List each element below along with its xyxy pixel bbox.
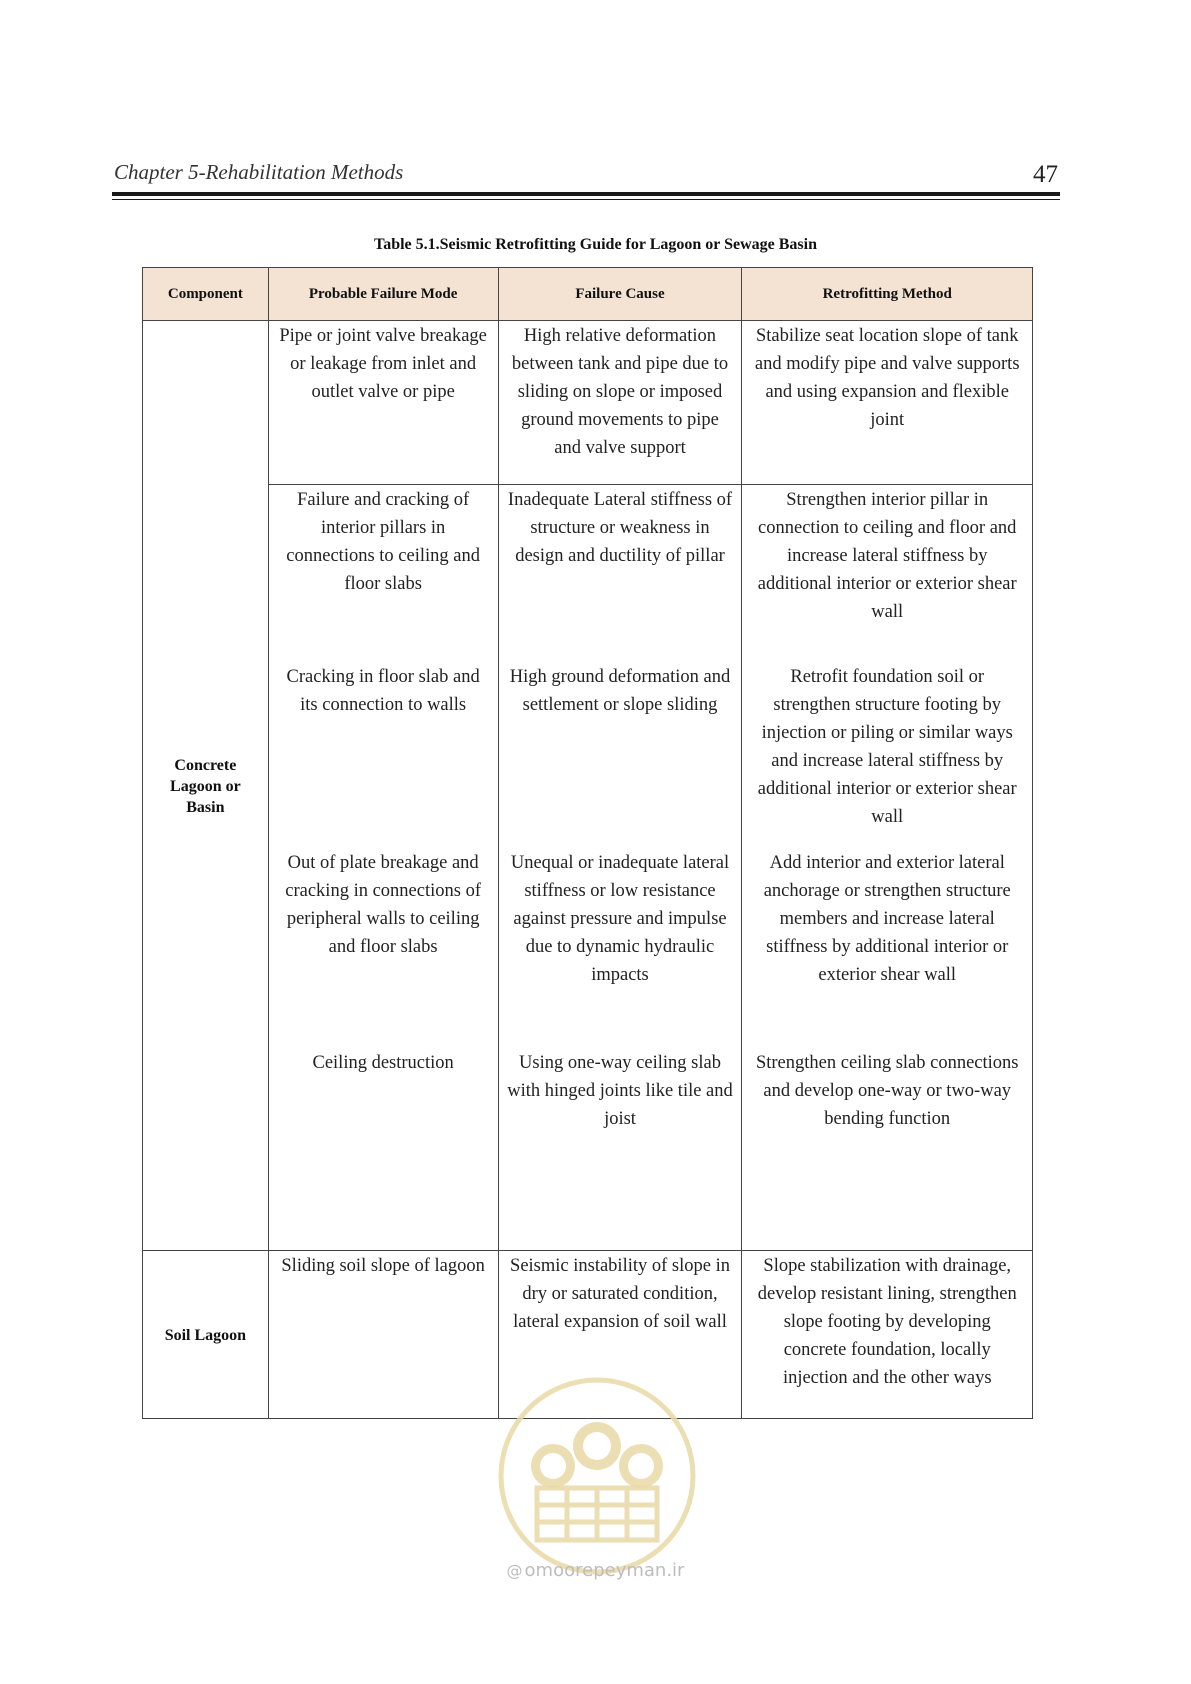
retrofitting-method-cell: Stabilize seat location slope of tank and modify pipe and valve supports and using expansion and flexible joint bbox=[742, 321, 1033, 485]
column-header-failure-mode: Probable Failure Mode bbox=[268, 268, 498, 321]
failure-mode-cell: Sliding soil slope of lagoon bbox=[268, 1251, 498, 1419]
failure-mode-cell: Ceiling destruction bbox=[268, 1048, 498, 1251]
retrofitting-method-cell: Add interior and exterior lateral anchorage or strengthen structure members and increase lateral stiffness by additional interior or exterior shear wall bbox=[742, 848, 1033, 1048]
failure-cause-cell: Unequal or inadequate lateral stiffness or low resistance against pressure and impulse due to dynamic hydraulic impacts bbox=[498, 848, 742, 1048]
failure-mode-cell: Cracking in floor slab and its connection to walls bbox=[268, 662, 498, 848]
failure-mode-cell: Pipe or joint valve breakage or leakage from inlet and outlet valve or pipe bbox=[268, 321, 498, 485]
column-header-component: Component bbox=[143, 268, 269, 321]
failure-mode-cell: Out of plate breakage and cracking in connections of peripheral walls to ceiling and floor slabs bbox=[268, 848, 498, 1048]
watermark-seal-icon bbox=[489, 1368, 705, 1584]
failure-cause-cell: High relative deformation between tank and pipe due to sliding on slope or imposed ground movements to pipe and valve support bbox=[498, 321, 742, 485]
table-row bbox=[143, 321, 1033, 485]
retrofitting-table bbox=[142, 267, 1033, 1419]
failure-mode-cell: Failure and cracking of interior pillars in connections to ceiling and floor slabs bbox=[268, 485, 498, 662]
retrofitting-method-cell: Strengthen ceiling slab connections and develop one-way or two-way bending function bbox=[742, 1048, 1033, 1251]
table-caption: Table 5.1.Seismic Retrofitting Guide for Lagoon or Sewage Basin bbox=[374, 236, 817, 253]
retrofitting-method-cell: Retrofit foundation soil or strengthen structure footing by injection or piling or similar ways and increase lateral stiffness by additional interior or exterior shear wall bbox=[742, 662, 1033, 848]
page-header bbox=[112, 160, 1060, 200]
column-header-retrofitting-method: Retrofitting Method bbox=[742, 268, 1033, 321]
page-number: 47 bbox=[1033, 161, 1058, 188]
failure-cause-cell: Using one-way ceiling slab with hinged joints like tile and joist bbox=[498, 1048, 742, 1251]
table-row bbox=[143, 1048, 1033, 1251]
at-icon: @ bbox=[506, 1561, 523, 1580]
failure-cause-cell: High ground deformation and settlement or slope sliding bbox=[498, 662, 742, 848]
table-row bbox=[143, 848, 1033, 1048]
header-rule-thick bbox=[112, 192, 1060, 196]
header-rule-thin bbox=[112, 199, 1060, 200]
chapter-title: Chapter 5-Rehabilitation Methods bbox=[114, 160, 404, 184]
component-cell: Soil Lagoon bbox=[143, 1251, 269, 1419]
component-cell: Concrete Lagoon or Basin bbox=[143, 321, 269, 1251]
table-row bbox=[143, 662, 1033, 848]
failure-cause-cell: Inadequate Lateral stiffness of structure or weakness in design and ductility of pillar bbox=[498, 485, 742, 662]
retrofitting-method-cell: Slope stabilization with drainage, develop resistant lining, strengthen slope footing by developing concrete foundation, locally injection and the other ways bbox=[742, 1251, 1033, 1419]
retrofitting-method-cell: Strengthen interior pillar in connection to ceiling and floor and increase lateral stiffness by additional interior or exterior shear wall bbox=[742, 485, 1033, 662]
column-header-failure-cause: Failure Cause bbox=[498, 268, 742, 321]
table-header-row bbox=[143, 268, 1033, 321]
watermark-url bbox=[0, 1560, 1191, 1581]
table-row bbox=[143, 485, 1033, 662]
watermark-url-text: omoorepeyman.ir bbox=[524, 1560, 685, 1581]
failure-cause-cell: Seismic instability of slope in dry or saturated condition, lateral expansion of soil wall bbox=[498, 1251, 742, 1419]
